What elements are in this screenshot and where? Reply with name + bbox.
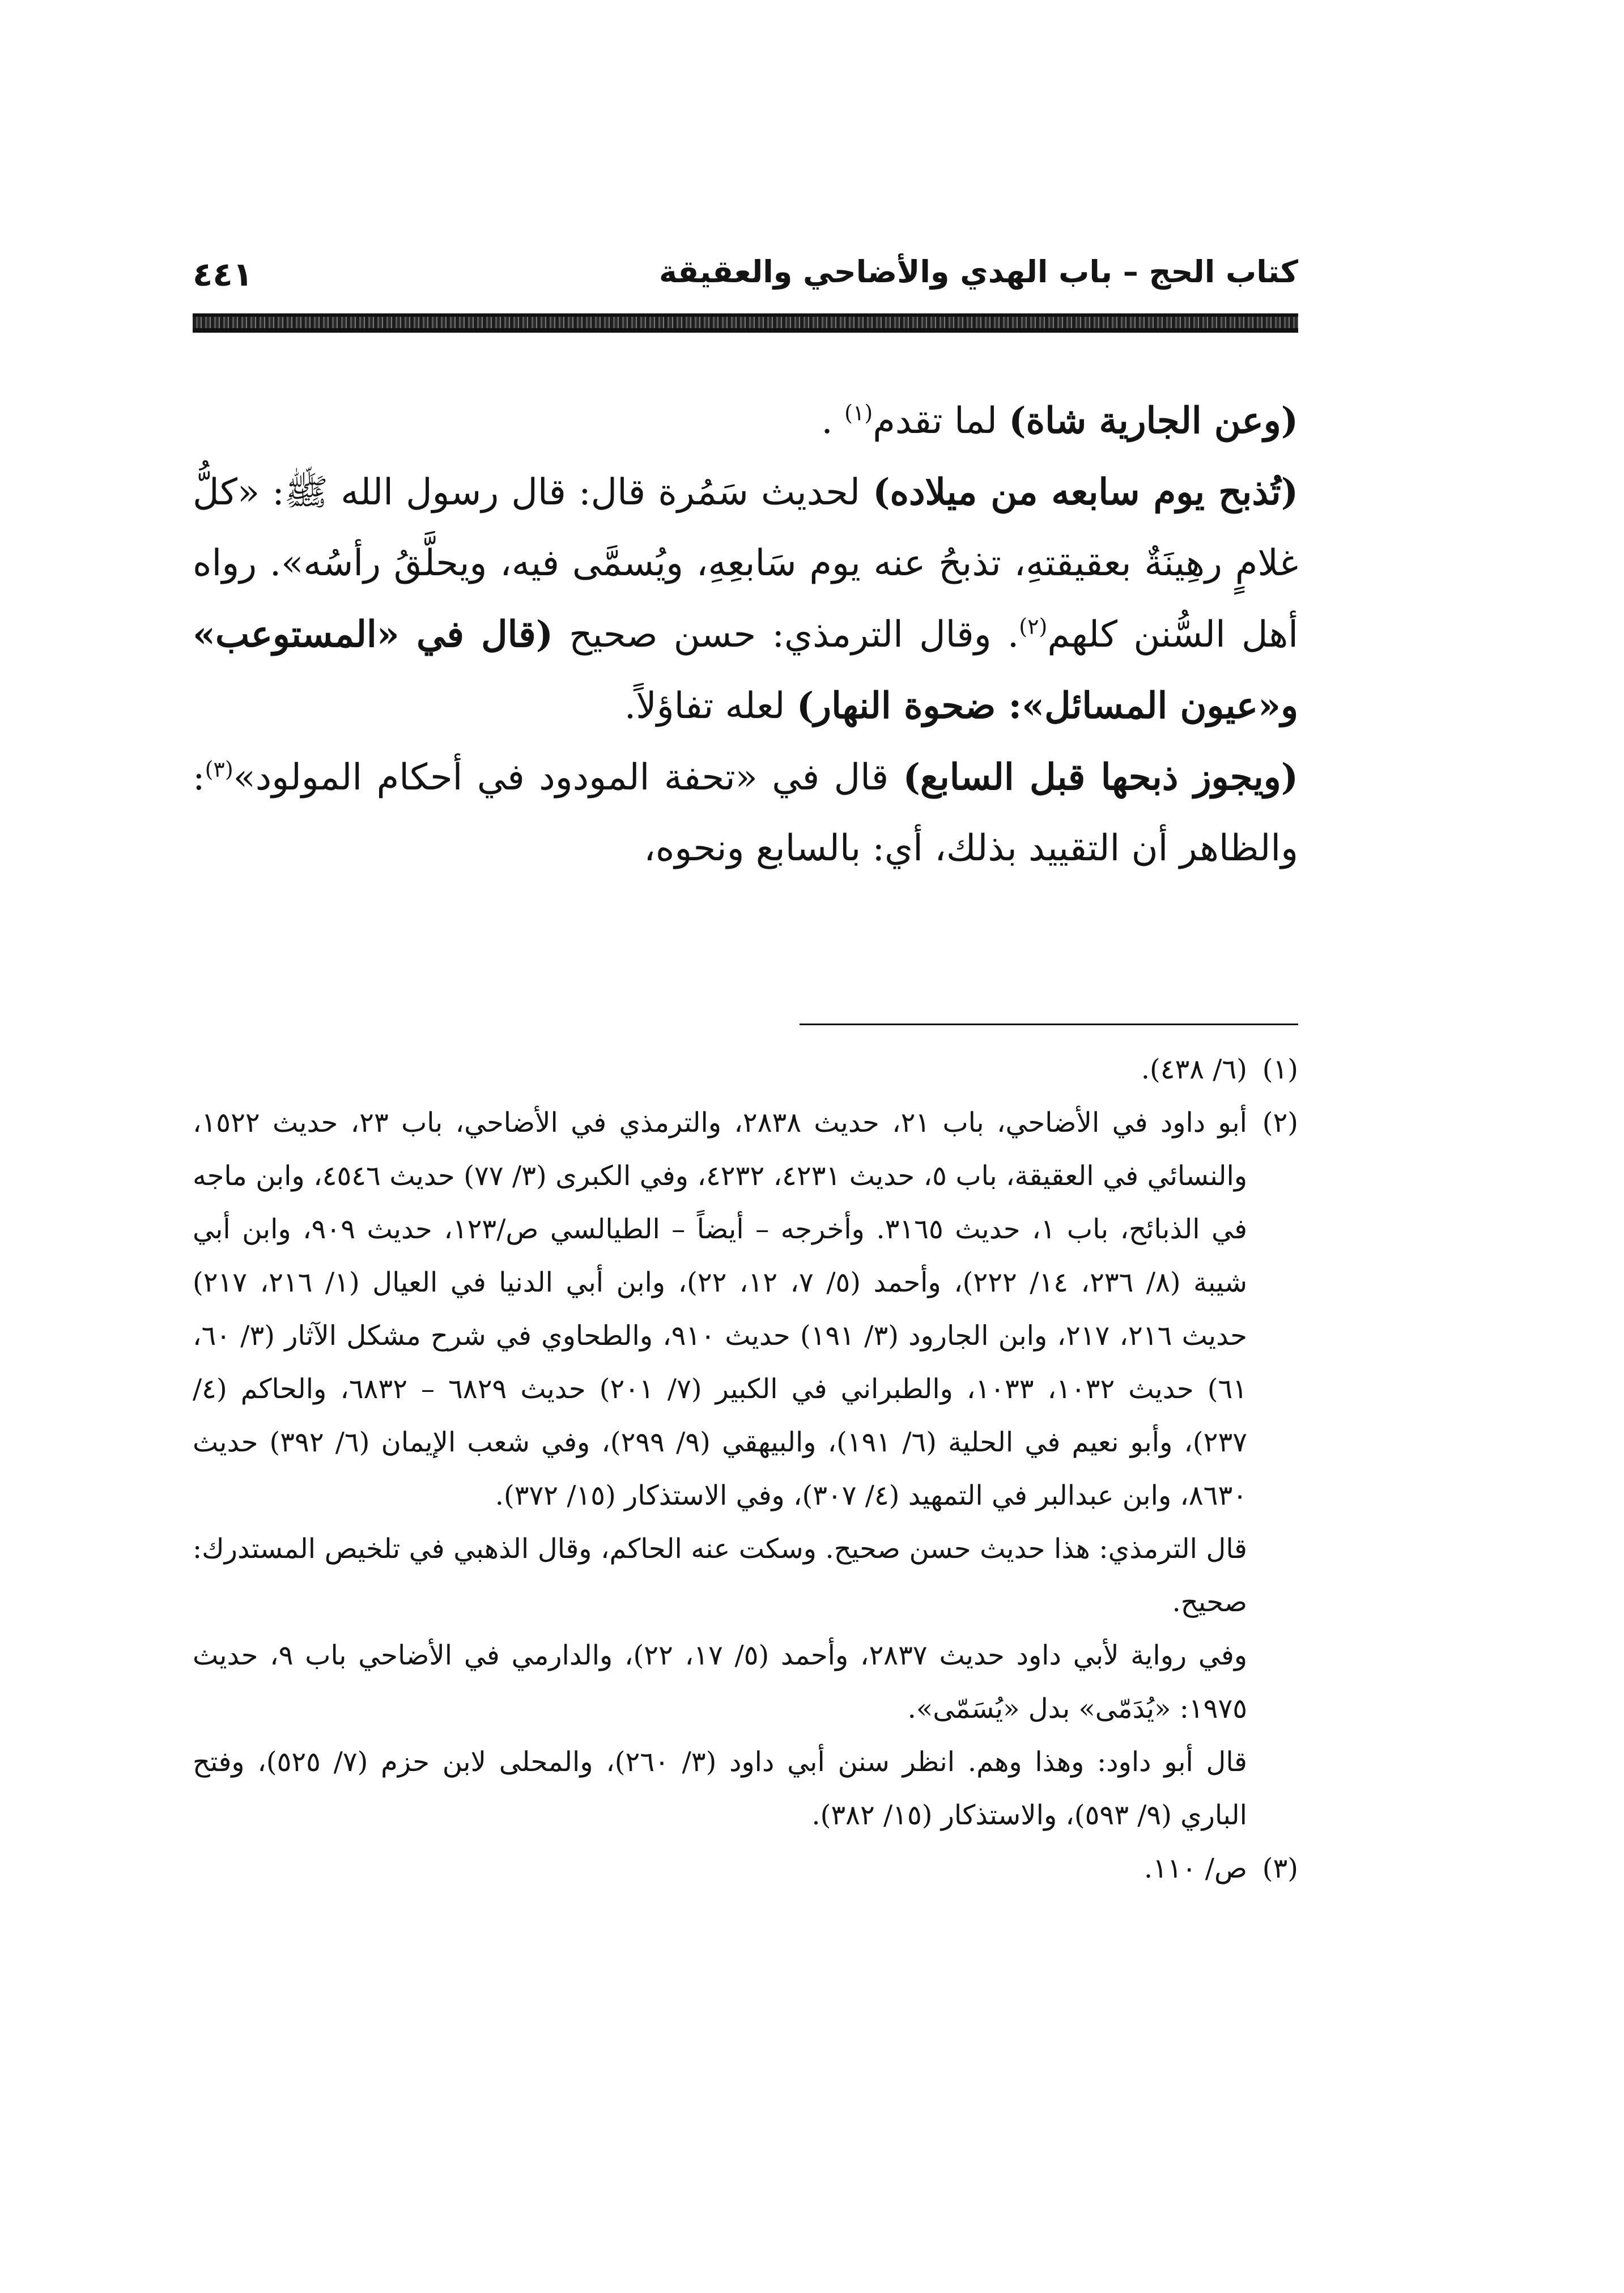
footnote-text: أبو داود في الأضاحي، باب ٢١، حديث ٢٨٣٨، والترمذي في الأضاحي، باب ٢٣، حديث ١٥٢٢، والنسائي في العقيقة، باب ٥، حديث ٤٢٣١، ٤٢٣٢، وفي الكبرى (٣/ ٧٧) حديث ٤٥٤٦، وابن ماجه في الذبائح، باب ١، حديث ٣١٦٥. وأخرجه – أيضاً – الطيالسي ص/١٢٣، حديث ٩٠٩، وابن أبي شيبة (٨/ ٢٣٦، ١٤/ ٢٢٢)، وأحمد (٥/ ٧، ١٢، ٢٢)، وابن أبي الدنيا في العيال (١/ ٢١٦، ٢١٧) حديث ٢١٦، ٢١٧، وابن الجارود (٣/ ١٩١) حديث ٩١٠، والطحاوي في شرح مشكل الآثار (٣/ ٦٠، ٦١) حديث ١٠٣٢، ١٠٣٣، والطبراني في الكبير (٧/ ٢٠١) حديث ٦٨٢٩ – ٦٨٣٢، والحاكم (٤/ ٢٣٧)، وأبو نعيم في الحلية (٦/ ١٩١)، والبيهقي (٩/ ٢٩٩)، وفي شعب الإيمان (٦/ ٣٩٢) حديث ٨٦٣٠، وابن عبدالبر في التمهيد (٤/ ٣٠٧)، وفي الاستذكار (١٥/ ٣٧٢). [193,1107,1248,1511]
footnote-2-note-2: وفي رواية لأبي داود حديث ٢٨٣٧، وأحمد (٥/ ١٧، ٢٢)، والدارمي في الأضاحي باب ٩، حديث ١٩٧٥: «يُدَمّى» بدل «يُسَمّى». [193,1640,1248,1725]
footnote-separator [800,1024,1298,1025]
footnotes [193,1043,1298,1895]
paragraph-2 [193,457,1298,742]
footnote-number: (٢) [1262,1107,1298,1139]
text: قال في «تحفة المودود في أحكام المولود» [233,757,903,799]
bold-phrase: (ويجوز ذبحها قبل السابع) [903,756,1299,799]
footnote-number: (١) [1262,1054,1298,1085]
text: . وقال الترمذي: حسن صحيح [569,614,1019,656]
text: لعله تفاؤلاً. [624,685,797,727]
text: لحديث سَمُرة قال: قال رسول الله ﷺ: «كلُّ غلامٍ رهِينَةٌ بعقيقتهِ، تذبحُ عنه يوم سَابعِهِ، ويُسمَّى فيه، ويحلَّقُ رأسُه». رواه أهل السُّنن كلهم [193,472,1299,656]
paragraph-3 [193,742,1298,884]
footnote-3 [193,1842,1298,1895]
running-title: كتاب الحج – باب الهدي والأضاحي والعقيقة [659,254,1298,290]
text: لما تقدم [873,400,1009,442]
footnote-ref-1: (١) [844,400,873,426]
footnote-ref-3: (٣) [205,757,233,782]
header-rule [193,313,1298,333]
footnote-2 [193,1096,1298,1522]
footnote-number: (٣) [1262,1853,1298,1884]
footnote-2-note-3: قال أبو داود: وهذا وهم. انظر سنن أبي داود (٣/ ٢٦٠)، والمحلى لابن حزم (٧/ ٥٢٥)، وفتح الباري (٩/ ٥٩٣)، والاستذكار (١٥/ ٣٨٢). [193,1746,1248,1831]
footnote-2-note-1: قال الترمذي: هذا حديث حسن صحيح. وسكت عنه الحاكم، وقال الذهبي في تلخيص المستدرك: صحيح. [193,1533,1247,1618]
footnote-text: (٦/ ٤٣٨). [1141,1054,1247,1085]
bold-phrase: (تُذبح يوم سابعه من ميلاده) [873,471,1298,513]
page-header [193,244,1298,312]
paragraph-1 [193,385,1298,457]
footnote-1 [193,1043,1298,1096]
text: . [821,400,845,442]
footnote-text: ص/ ١١٠. [1143,1853,1247,1884]
bold-phrase: (وعن الجارية شاة) [1009,400,1298,442]
footnote-ref-2: (٢) [1019,614,1048,639]
text: : والظاهر أن التقييد بذلك، أي: بالسابع ونحوه، [193,757,1298,869]
main-text [193,385,1298,884]
page-number: ٤٤١ [193,255,253,294]
bold-phrase: (قال في «المستوعب» و«عيون المسائل»: ضحوة النهار) [193,613,1298,727]
